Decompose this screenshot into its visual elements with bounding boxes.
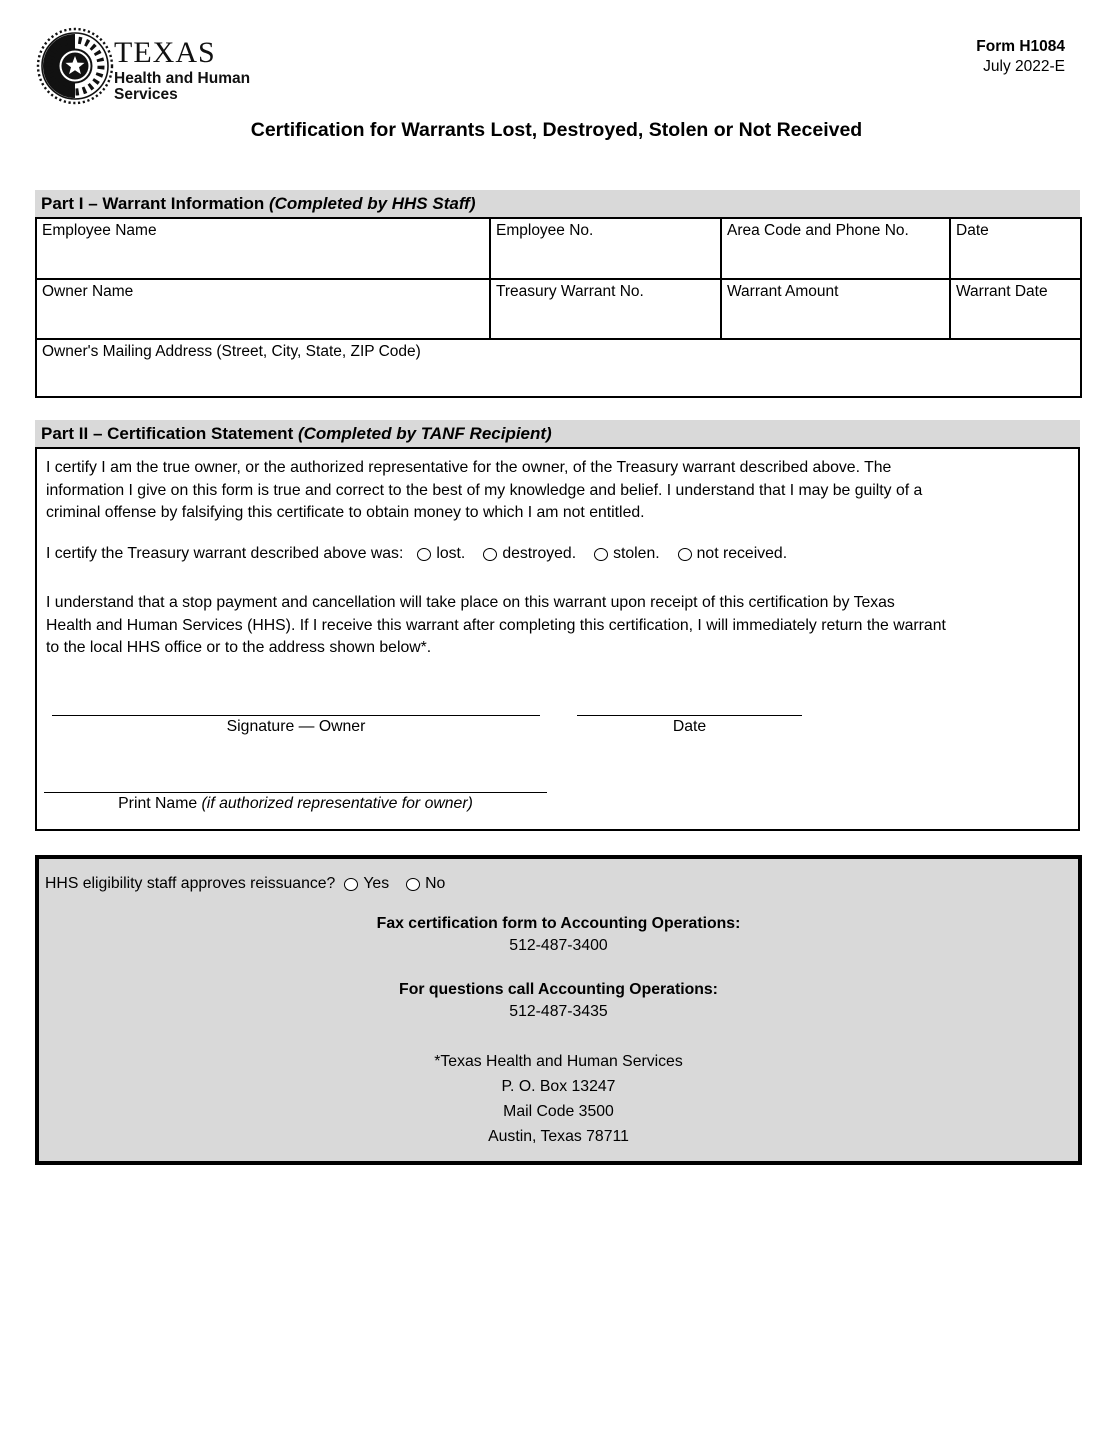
fax-number: 512-487-3400 xyxy=(509,937,608,954)
certification-paragraph-2: I understand that a stop payment and cancellation will take place on this warrant upon receipt of this certification by Texas Health and Human Services (HHS). If I receive this warrant after completing this certification, I will immediately return the warrant to the local HHS office or to the address shown below*. xyxy=(46,594,946,656)
form-id xyxy=(976,37,1065,77)
signature-date-label: Date xyxy=(672,718,707,735)
part1-heading: Part I – Warrant Information xyxy=(41,193,265,213)
option-yes[interactable]: Yes xyxy=(344,875,389,893)
print-name-line[interactable] xyxy=(44,792,547,793)
part1-section xyxy=(35,190,1080,398)
option-not-received[interactable]: not received. xyxy=(678,545,787,563)
reissuance-question-row xyxy=(45,875,1078,893)
radio-stolen-icon[interactable] xyxy=(594,548,608,561)
return-address xyxy=(39,1049,1078,1149)
radio-no-icon[interactable] xyxy=(406,878,420,891)
part2-section xyxy=(35,420,1080,831)
option-stolen[interactable]: stolen. xyxy=(594,545,660,563)
print-name-label: Print Name (if authorized representative for owner) xyxy=(118,795,473,812)
option-destroyed[interactable]: destroyed. xyxy=(483,545,576,563)
radio-destroyed-icon[interactable] xyxy=(483,548,497,561)
print-name-note: (if authorized representative for owner) xyxy=(201,795,473,812)
org-wordmark xyxy=(114,38,250,103)
org-name: TEXAS xyxy=(114,36,216,69)
form-revision: July 2022-E xyxy=(983,58,1065,75)
approval-box xyxy=(35,855,1082,1165)
return-address-line: Mail Code 3500 xyxy=(503,1103,614,1120)
fax-heading: Fax certification form to Accounting Operations: xyxy=(376,915,741,932)
part1-heading-bar xyxy=(35,190,1080,217)
field-employee-name[interactable]: Employee Name xyxy=(36,218,490,279)
part1-heading-note: (Completed by HHS Staff) xyxy=(268,193,476,213)
option-lost[interactable]: lost. xyxy=(417,545,465,563)
radio-lost-icon[interactable] xyxy=(417,548,431,561)
field-date[interactable]: Date xyxy=(950,218,1081,279)
warrant-info-table xyxy=(35,217,1082,398)
part2-heading-note: (Completed by TANF Recipient) xyxy=(297,423,552,443)
form-number: Form H1084 xyxy=(976,38,1065,55)
signature-date-line[interactable] xyxy=(577,715,802,716)
signature-owner-line[interactable] xyxy=(52,715,540,716)
questions-number: 512-487-3435 xyxy=(509,1003,608,1020)
signature-owner-block xyxy=(52,715,540,736)
option-no[interactable]: No xyxy=(406,875,445,893)
radio-yes-icon[interactable] xyxy=(344,878,358,891)
reissuance-question: HHS eligibility staff approves reissuance? xyxy=(45,875,336,892)
part2-heading: Part II – Certification Statement xyxy=(41,423,294,443)
field-owner-mailing-address[interactable]: Owner's Mailing Address (Street, City, State, ZIP Code) xyxy=(36,339,1081,397)
org-sub1: Health and Human xyxy=(114,70,251,87)
field-warrant-date[interactable]: Warrant Date xyxy=(950,279,1081,339)
radio-not-received-icon[interactable] xyxy=(678,548,692,561)
part2-heading-bar xyxy=(35,420,1080,447)
texas-hhs-seal-icon xyxy=(36,27,114,105)
return-address-line: P. O. Box 13247 xyxy=(501,1078,616,1095)
certify-prompt: I certify the Treasury warrant described above was: xyxy=(46,545,404,562)
form-title: Certification for Warrants Lost, Destroyed, Stolen or Not Received xyxy=(250,119,863,141)
warrant-status-options xyxy=(46,545,787,563)
return-address-line: Austin, Texas 78711 xyxy=(488,1128,629,1145)
signature-date-block xyxy=(577,715,802,736)
org-sub2: Services xyxy=(114,86,178,103)
signature-owner-label: Signature — Owner xyxy=(226,718,366,735)
return-address-line: *Texas Health and Human Services xyxy=(434,1053,683,1070)
field-area-code-phone[interactable]: Area Code and Phone No. xyxy=(721,218,950,279)
field-employee-no[interactable]: Employee No. xyxy=(490,218,721,279)
field-owner-name[interactable]: Owner Name xyxy=(36,279,490,339)
field-warrant-amount[interactable]: Warrant Amount xyxy=(721,279,950,339)
questions-heading: For questions call Accounting Operations: xyxy=(399,981,718,998)
certification-paragraph-1: I certify I am the true owner, or the authorized representative for the owner, of the Treasury warrant described above. The information I give on this form is true and correct to the best of my knowledge and belief. I understand that I may be guilty of a criminal offense by falsifying this certificate to obtain money to which I am not entitled. xyxy=(46,459,923,521)
field-treasury-warrant-no[interactable]: Treasury Warrant No. xyxy=(490,279,721,339)
certification-statement-box xyxy=(35,447,1080,831)
print-name-block xyxy=(44,792,547,813)
